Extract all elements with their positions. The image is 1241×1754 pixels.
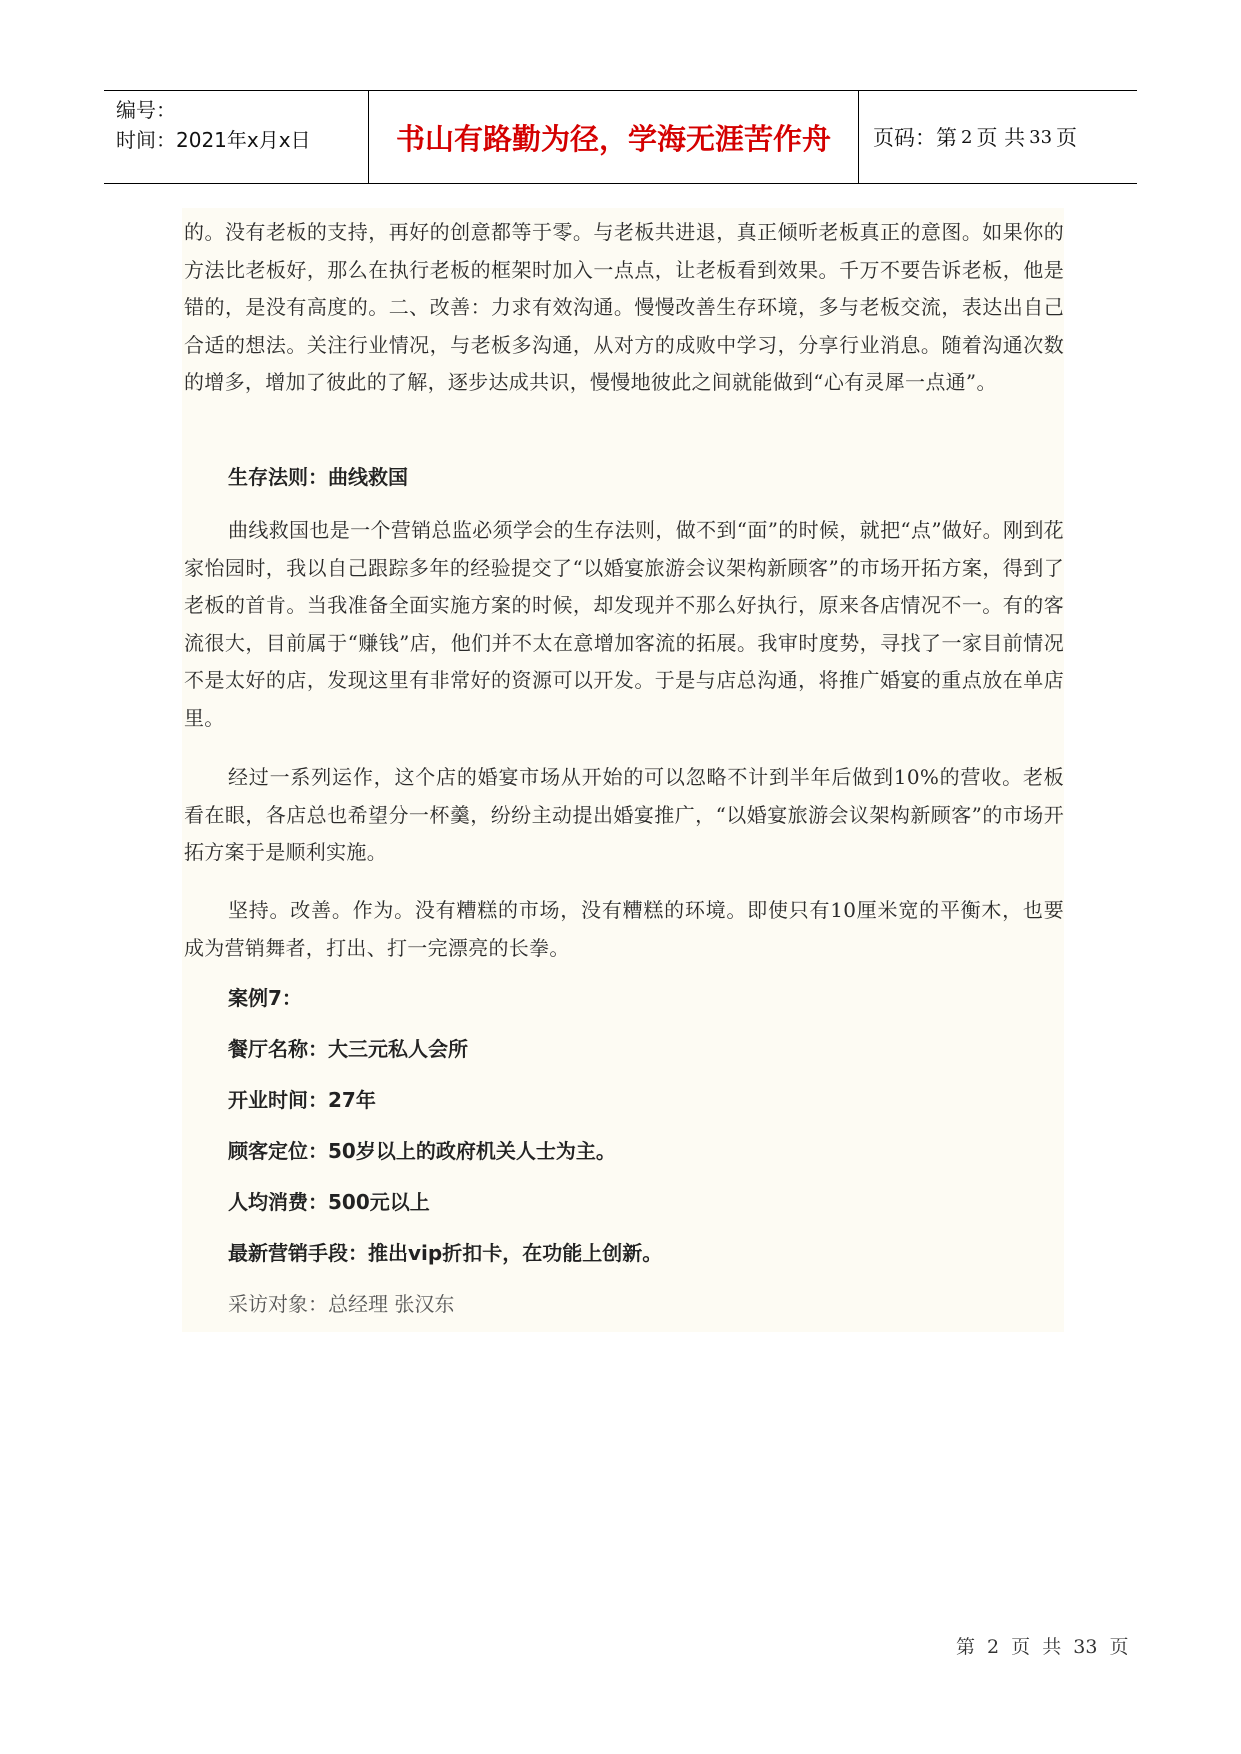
page-total: 33: [1029, 126, 1053, 148]
header-motto: 书山有路勤为径，学海无涯苦作舟: [369, 91, 859, 183]
paragraph-2: 曲线救国也是一个营销总监必须学会的生存法则，做不到“面”的时候，就把“点”做好。刚到花家怡园时，我以自己跟踪多年的经验提交了“以婚宴旅游会议架构新顾客”的市场开拓方案，得到了老板的首肯。当我准备全面实施方案的时候，却发现并不那么好执行，原来各店情况不一。有的客流很大，目前属于“赚钱”店，他们并不太在意增加客流的拓展。我审时度势，寻找了一家目前情况不是太好的店，发现这里有非常好的资源可以开发。于是与店总沟通，将推广婚宴的重点放在单店里。: [184, 518, 1064, 730]
interviewee: 采访对象：总经理 张汉东: [228, 1292, 455, 1316]
marketing-method: 最新营销手段：推出vip折扣卡，在功能上创新。: [228, 1241, 663, 1265]
page-prefix: 页码：第: [873, 126, 957, 150]
page-footer: 第 2 页 共 33 页: [956, 1636, 1129, 1658]
restaurant-name: 餐厅名称：大三元私人会所: [228, 1037, 468, 1061]
per-capita-spending: 人均消费：500元以上: [228, 1190, 430, 1214]
header-meta: [104, 91, 369, 183]
page-suffix: 页: [1056, 126, 1078, 150]
case-title: 案例7：: [228, 986, 302, 1010]
opening-time: 开业时间：27年: [228, 1088, 376, 1112]
number-label: 编号：: [116, 98, 176, 122]
paragraph-3: 经过一系列运作，这个店的婚宴市场从开始的可以忽略不计到半年后做到10%的营收。老板看在眼，各店总也希望分一杯羹，纷纷主动提出婚宴推广，“以婚宴旅游会议架构新顾客”的市场开拓方案于是顺利实施。: [184, 765, 1064, 864]
page-middle: 页 共: [976, 126, 1026, 150]
paragraph-4: 坚持。改善。作为。没有糟糕的市场，没有糟糕的环境。即使只有10厘米宽的平衡木，也要成为营销舞者，打出、打一完漂亮的长拳。: [184, 898, 1064, 960]
customer-position: 顾客定位：50岁以上的政府机关人士为主。: [228, 1139, 616, 1163]
page-header: [104, 90, 1137, 184]
section-heading: 生存法则：曲线救国: [228, 465, 408, 489]
document-body: [182, 208, 1064, 1332]
time-label: 时间：2021年x月x日: [116, 128, 311, 152]
paragraph-1: 的。没有老板的支持，再好的创意都等于零。与老板共进退，真正倾听老板真正的意图。如果你的方法比老板好，那么在执行老板的框架时加入一点点，让老板看到效果。千万不要告诉老板，他是错的，是没有高度的。二、改善：力求有效沟通。慢慢改善生存环境，多与老板交流，表达出自己合适的想法。关注行业情况，与老板多沟通，从对方的成败中学习，分享行业消息。随着沟通次数的增多，增加了彼此的了解，逐步达成共识，慢慢地彼此之间就能做到“心有灵犀一点通”。: [184, 220, 1064, 394]
page-current: 2: [961, 126, 973, 148]
header-page-info: [859, 91, 1137, 183]
